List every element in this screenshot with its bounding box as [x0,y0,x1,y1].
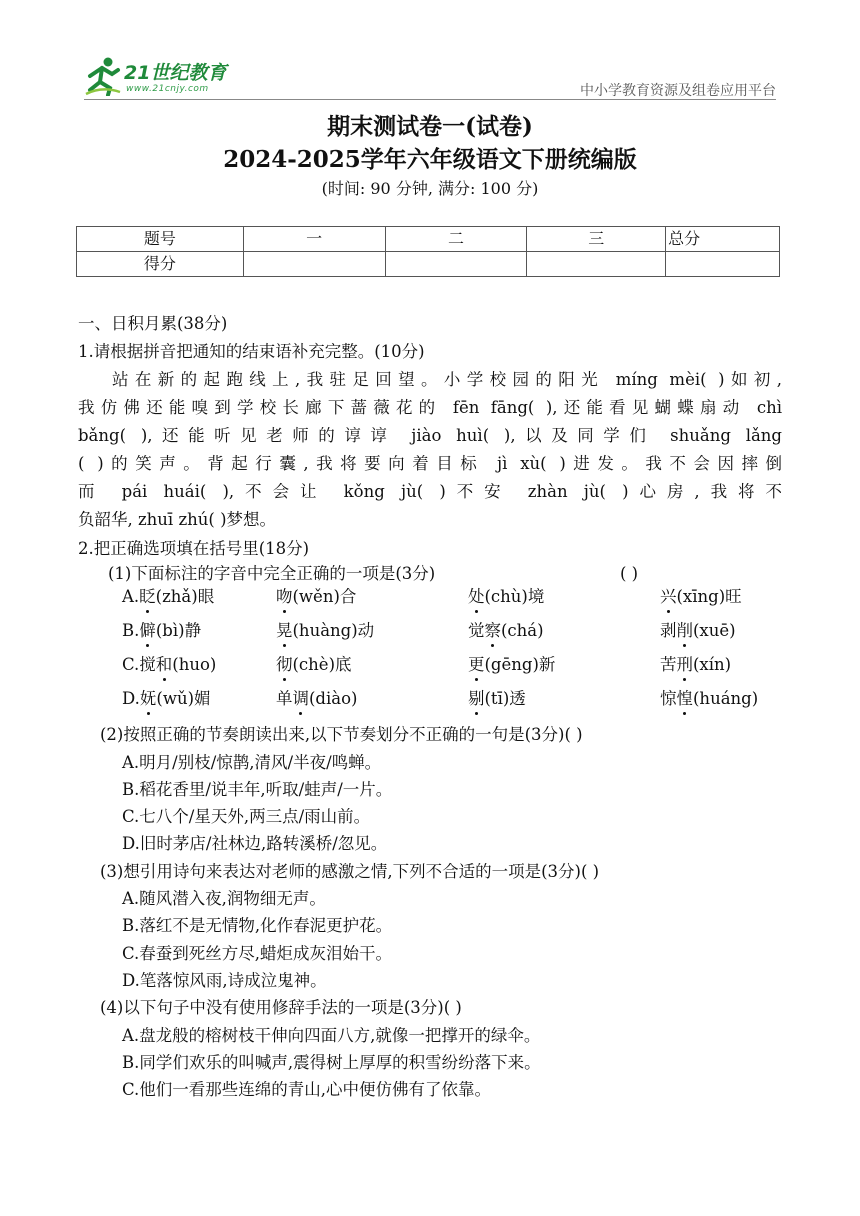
header-divider [84,99,776,100]
option-label[interactable]: C. [122,655,140,674]
pinyin-option-item: D.妩(wǔ)媚 [122,689,211,708]
subquestion-stem: (1)下面标注的字音中完全正确的一项是(3分) [108,564,436,583]
passage-line: 而 pái huái( ),不会让 kǒng jù( )不安 zhàn jù( )心房,我将不 [78,482,782,501]
marked-character: 晃 [276,621,293,640]
pinyin-option-item: 吻(wěn)合 [276,587,357,606]
option-line[interactable]: B.落红不是无情物,化作春泥更护花。 [122,916,393,935]
score-cell[interactable] [527,252,666,277]
marked-character: 妩 [139,689,157,708]
marked-character: 吻 [276,587,293,606]
question-stem: 1.请根据拼音把通知的结束语补充完整。(10分) [78,342,425,361]
subquestion-stem: (2)按照正确的节奏朗读出来,以下节奏划分不正确的一句是(3分)( ) [100,725,583,744]
option-line[interactable]: C.七八个/星天外,两三点/雨山前。 [122,807,371,826]
marked-character: 削 [676,621,693,640]
option-line[interactable]: C.他们一看那些连绵的青山,心中便仿佛有了依靠。 [122,1080,492,1099]
marked-character: 眨 [139,587,156,606]
passage-line: 负韶华, zhuī zhú( )梦想。 [78,510,277,529]
option-line[interactable]: A.盘龙般的榕树枝干伸向四面八方,就像一把撑开的绿伞。 [122,1026,541,1045]
option-line[interactable]: A.随风潜入夜,润物细无声。 [122,889,326,908]
passage-line: 我仿佛还能嗅到学校长廊下蔷薇花的 fēn fāng( ),还能看见蝴蝶扇动 chì [78,398,782,417]
subquestion-stem: (4)以下句子中没有使用修辞手法的一项是(3分)( ) [100,998,462,1017]
marked-character: 惶 [676,689,693,708]
pinyin-option-item: 彻(chè)底 [276,655,352,674]
pinyin-option-item: 苦刑(xín) [660,655,732,674]
pinyin-option-item: 更(gēng)新 [468,655,556,674]
score-cell[interactable] [243,252,385,277]
pinyin-option-item: 晃(huàng)动 [276,621,375,640]
marked-character: 处 [468,587,485,606]
pinyin-option-item: 兴(xīng)旺 [660,587,742,606]
pinyin-option-item: 单调(diào) [276,689,358,708]
option-label[interactable]: B. [122,621,140,640]
marked-character: 察 [484,621,501,640]
logo-text: 21世纪教育 [124,62,227,84]
option-line[interactable]: D.笔落惊风雨,诗成泣鬼神。 [122,971,327,990]
pinyin-option-item: 处(chù)境 [468,587,545,606]
logo-url: www.21cnjy.com [126,84,209,94]
answer-paren: ( ) [620,564,639,583]
exam-subtitle: 2024-2025学年六年级语文下册统编版 [223,146,637,173]
pinyin-option-item: 觉察(chá) [468,621,544,640]
passage-line: ( )的笑声。背起行囊,我将要向着目标 jì xù( )进发。我不会因摔倒 [78,454,782,473]
marked-character: 和 [155,655,173,674]
score-label-cell: 得分 [77,252,244,277]
score-table [76,226,780,277]
table-header-cell: 二 [385,227,527,252]
table-header-cell: 总分 [666,227,780,252]
option-line[interactable]: B.稻花香里/说丰年,听取/蛙声/一片。 [122,780,393,799]
option-line[interactable]: C.春蚕到死丝方尽,蜡炬成灰泪始干。 [122,944,393,963]
exam-title: 期末测试卷一(试卷) [327,113,533,140]
exam-info: (时间: 90 分钟, 满分: 100 分) [321,179,539,198]
subquestion-stem: (3)想引用诗句来表达对老师的感激之情,下列不合适的一项是(3分)( ) [100,862,600,881]
table-row [77,227,780,252]
pinyin-option-item: B.僻(bì)静 [122,621,202,640]
passage-line: bǎng( ),还能听见老师的谆谆 jiào huì( ),以及同学们 shuǎng lǎng [78,426,782,445]
table-row [77,252,780,277]
pinyin-option-item: A.眨(zhǎ)眼 [122,587,215,606]
marked-character: 僻 [139,621,156,640]
marked-character: 刑 [676,655,693,674]
score-cell[interactable] [666,252,780,277]
page-header [0,0,860,110]
section-heading: 一、日积月累(38分) [78,314,228,333]
option-line[interactable]: A.明月/别枝/惊鹊,清风/半夜/鸣蝉。 [122,753,382,772]
site-logo[interactable] [84,56,274,100]
table-header-cell: 一 [243,227,385,252]
question-stem: 2.把正确选项填在括号里(18分) [78,539,310,558]
score-cell[interactable] [385,252,527,277]
marked-character: 兴 [660,587,677,606]
runner-logo-icon [84,56,122,96]
option-label[interactable]: D. [122,689,140,708]
platform-name: 中小学教育资源及组卷应用平台 [580,83,776,99]
option-line[interactable]: D.旧时茅店/社林边,路转溪桥/忽见。 [122,834,388,853]
marked-character: 更 [468,655,485,674]
table-header-cell: 题号 [77,227,244,252]
marked-character: 调 [292,689,309,708]
pinyin-option-item: 剔(tī)透 [468,689,526,708]
pinyin-option-item: 剥削(xuē) [660,621,736,640]
option-line[interactable]: B.同学们欢乐的叫喊声,震得树上厚厚的积雪纷纷落下来。 [122,1053,541,1072]
marked-character: 剔 [468,689,485,708]
table-header-cell: 三 [527,227,666,252]
pinyin-option-item: C.搅和(huo) [122,655,217,674]
passage-line: 站在新的起跑线上,我驻足回望。小学校园的阳光 míng mèi( )如初, [112,370,782,389]
option-label[interactable]: A. [122,587,140,606]
marked-character: 彻 [276,655,293,674]
pinyin-option-item: 惊惶(huáng) [660,689,759,708]
